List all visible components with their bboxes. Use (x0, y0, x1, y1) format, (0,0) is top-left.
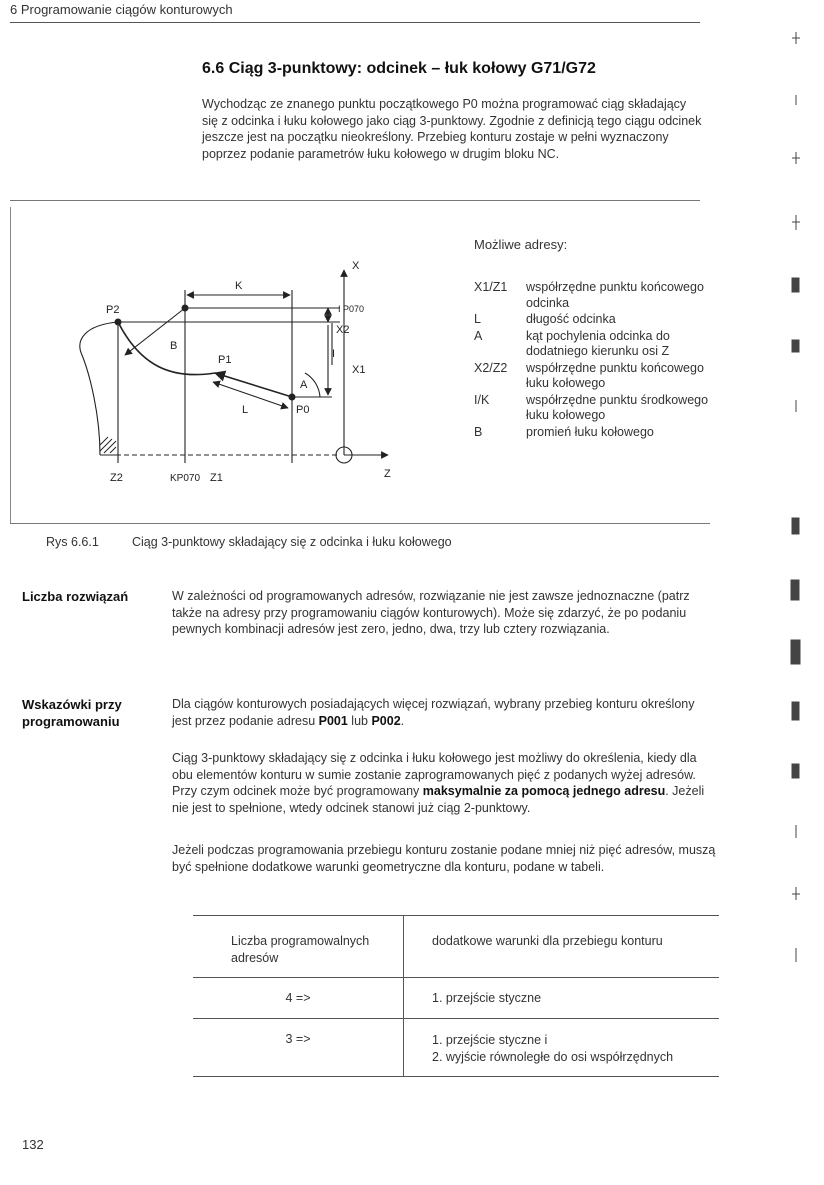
address-desc: promień łuku kołowego (526, 424, 654, 439)
address-key: X1/Z1 (474, 280, 508, 294)
addresses-list (474, 280, 724, 440)
hints-label (22, 696, 122, 730)
code-p002: P002 (371, 713, 401, 728)
label-p1: P1 (218, 354, 232, 366)
table-cell (404, 1019, 720, 1077)
address-row (474, 425, 724, 441)
address-key: X2/Z2 (474, 360, 508, 375)
address-row (474, 361, 724, 392)
address-row (474, 329, 724, 360)
solutions-paragraph: W zależności od programowanych adresów, rozwiązanie nie jest zawsze jednoznaczne (patrz także na adresy przy programowaniu ciągów konturowych). Może się zdarzyć, że po podaniu pewnych kombinacji adresów jest zero, jedno, dwa, trzy lub cztery rozwiązania. (172, 589, 690, 636)
intro-paragraph: Wychodząc ze znanego punktu początkowego P0 można programować ciąg składający się z odcinka i łuku kołowego jako ciąg 3-punktowy. Zgodnie z definicją tego ciągu odcinek jeszcze jest na początku nieokreślony. Przebieg konturu zostaje w pełni wyznaczony poprzez podanie parametrów łuku kołowego w drugim bloku NC. (202, 97, 702, 161)
address-desc: współrzędne punktu końcowego łuku kołowego (526, 360, 704, 390)
address-row (474, 280, 724, 311)
point-p2 (115, 319, 122, 326)
table-header-col2: dodatkowe warunki dla przebiegu konturu (404, 916, 720, 978)
solutions-label: Liczba rozwiązań (22, 589, 129, 604)
hints-p1-text-c: . (400, 713, 405, 728)
table-header-col1: Liczba programowalnych adresów (193, 916, 404, 978)
conditions-table (193, 915, 719, 1077)
address-row (474, 312, 724, 328)
table-cell: 1. przejście styczne (404, 978, 720, 1019)
hints-paragraph-2 (172, 750, 717, 816)
section-title: 6.6 Ciąg 3-punktowy: odcinek – łuk kołowy G71/G72 (202, 60, 596, 77)
label-b: B (170, 340, 178, 352)
table-cell: 4 => (193, 978, 404, 1019)
table-row (193, 1019, 719, 1077)
figure-left-rule (10, 207, 11, 523)
label-ip070: I P070 (338, 304, 365, 314)
header-rule (10, 22, 700, 23)
address-desc: długość odcinka (526, 312, 616, 326)
figure-bottom-rule (10, 523, 710, 524)
table-row (193, 978, 719, 1019)
margin-print-marks (786, 30, 806, 1030)
label-x-axis: X (352, 260, 360, 272)
addresses-title: Możliwe adresy: (474, 237, 568, 252)
figure-top-rule (10, 200, 700, 201)
label-z2: Z2 (110, 472, 123, 484)
hints-p2-text-a: Ciąg 3-punktowy składający się z odcinka i łuku kołowego jest możliwy do określenia, kiedy dla obu elementów konturu w sumie zostanie zaprogramowanych pięć z podanych wyżej adresów. Przy czym odcinek może być programowany (172, 751, 697, 798)
hints-p1-text-b: lub (347, 713, 372, 728)
workpiece-outline (80, 322, 118, 455)
point-p0 (289, 394, 296, 401)
code-p001: P001 (318, 713, 348, 728)
hints-p2-bold: maksymalnie za pomocą jednego adresu (422, 784, 666, 798)
page-number: 132 (22, 1137, 44, 1152)
label-p0: P0 (296, 404, 310, 416)
address-desc: współrzędne punktu końcowego odcinka (526, 280, 704, 310)
arc-contour (118, 322, 215, 375)
address-desc: kąt pochylenia odcinka do dodatniego kierunku osi Z (526, 328, 670, 358)
table-header-row (193, 916, 719, 978)
point-center (182, 305, 189, 312)
table-cell-text: 1. przejście styczne i 2. wyjście równoległe do osi współrzędnych (432, 1033, 674, 1064)
hints-label-line1: Wskazówki przy (22, 697, 122, 712)
address-key: L (474, 312, 481, 326)
label-z-axis: Z (384, 468, 391, 480)
address-key: A (474, 328, 483, 343)
label-x2: X2 (336, 324, 350, 336)
label-z1: Z1 (210, 472, 223, 484)
hints-p2-text-b: . Jeżeli nie jest to spełnione, wtedy odcinek stanowi już ciąg 2-punktowy. (172, 784, 705, 815)
line-contour (215, 373, 292, 397)
label-l: L (242, 404, 249, 416)
label-p2: P2 (106, 304, 120, 316)
contour-diagram (70, 245, 410, 510)
hints-p1-text-a: Dla ciągów konturowych posiadających więcej rozwiązań, wybrany przebieg konturu określony jest przez podanie adresu (172, 697, 695, 728)
address-desc: współrzędne punktu środkowego łuku kołowego (526, 392, 709, 422)
running-header: 6 Programowanie ciągów konturowych (10, 2, 233, 17)
l-dimension (213, 382, 288, 408)
address-row (474, 393, 724, 424)
figure-number: Rys 6.6.1 (46, 535, 99, 549)
table-cell: 3 => (193, 1019, 404, 1077)
hints-paragraph-3: Jeżeli podczas programowania przebiegu konturu zostanie podane mniej niż pięć adresów, muszą być spełnione dodatkowe warunki geometryczne dla konturu, podane w tabeli. (172, 843, 716, 874)
label-k: K (235, 280, 243, 292)
label-x1: X1 (352, 364, 366, 376)
label-i: I (332, 348, 336, 360)
figure-caption: Ciąg 3-punktowy składający się z odcinka i łuku kołowego (132, 535, 452, 549)
hints-label-line2: programowaniu (22, 714, 120, 729)
hints-paragraph-1 (172, 696, 717, 729)
address-key: I/K (474, 392, 490, 407)
label-kp070: KP070 (170, 473, 201, 484)
address-key: B (474, 424, 483, 439)
label-a: A (300, 379, 308, 391)
